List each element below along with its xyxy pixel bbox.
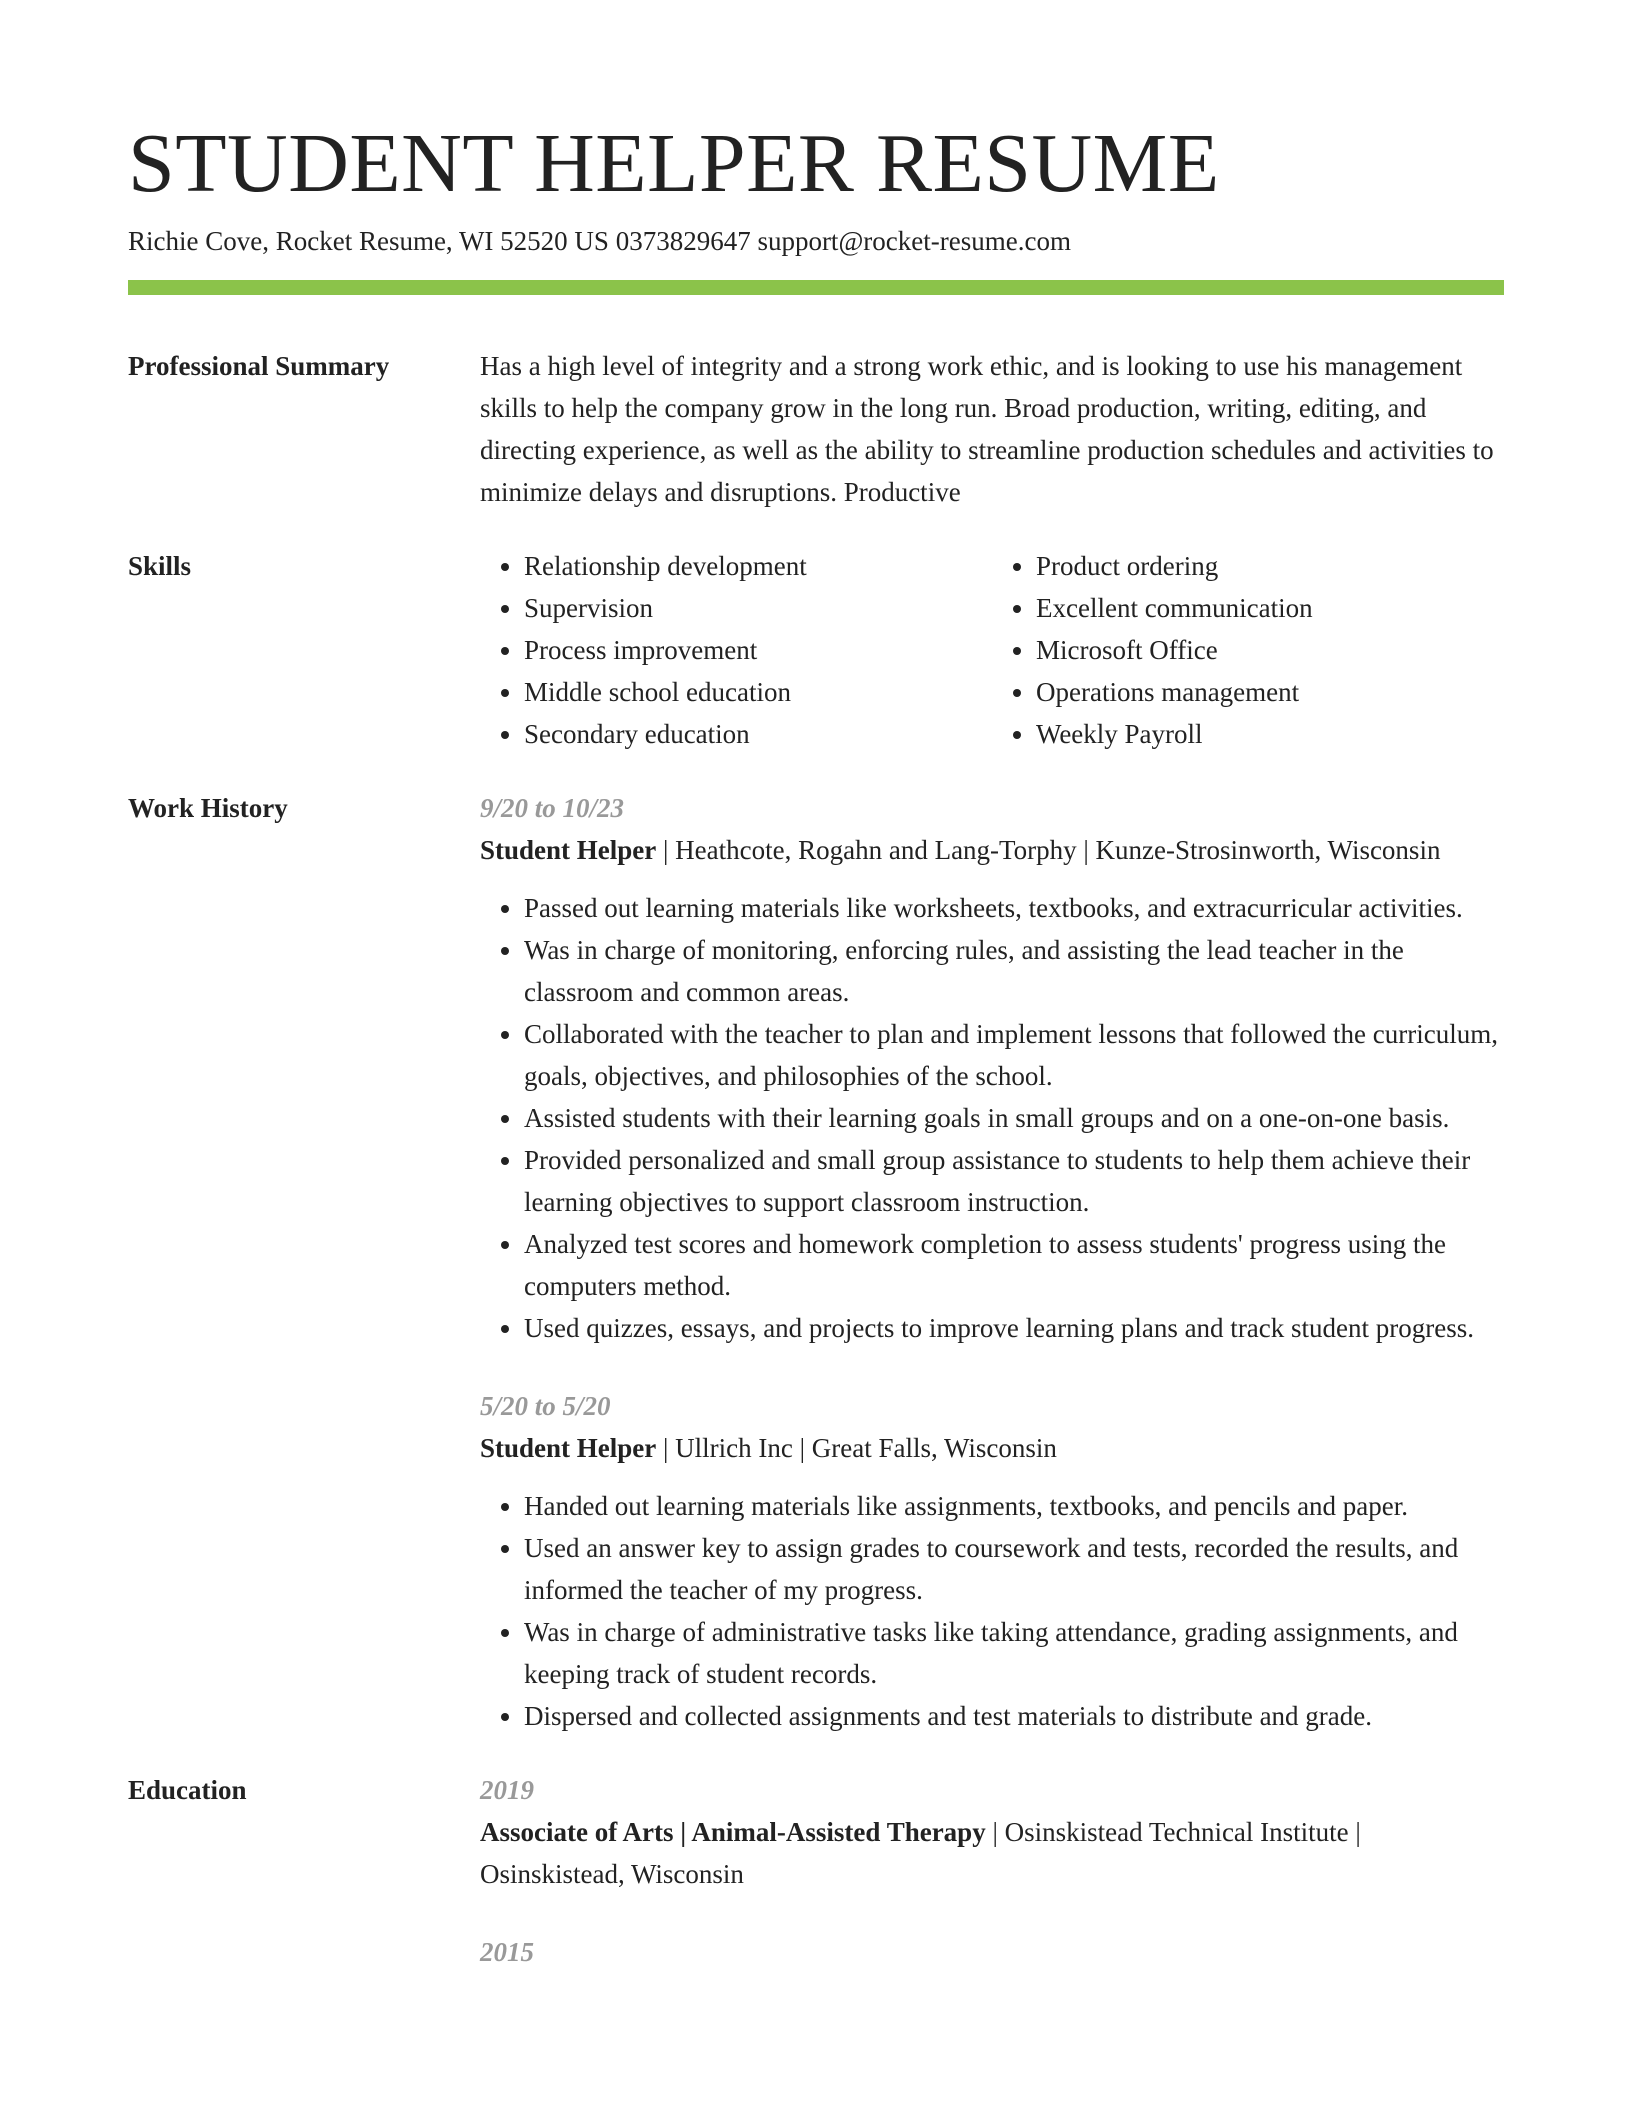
skill-item: • Relationship development [524,545,992,587]
job-bullet: • Dispersed and collected assignments and test materials to distribute and grade. [524,1695,1504,1737]
education-heading [480,1811,1504,1895]
job-bullet: • Was in charge of administrative tasks like taking attendance, grading assignments, and keeping track of student records. [524,1611,1504,1695]
education-degree: Associate of Arts | Animal-Assisted Therapy [480,1817,986,1848]
skill-item: • Operations management [1036,671,1504,713]
section-heading-summary: Professional Summary [128,351,390,382]
skill-item: • Middle school education [524,671,992,713]
job-bullets [480,887,1504,1349]
contact-line: Richie Cove, Rocket Resume, WI 52520 US 0373829647 support@rocket-resume.com [128,226,1071,257]
summary-text: Has a high level of integrity and a strong work ethic, and is looking to use his management skills to help the company grow in the long run. Broad production, writing, editing, and directing experience, as well as the ability to streamline production schedules and activities to minimize delays and disruptions. Productive [480,351,1494,508]
job-title: Student Helper [480,1433,657,1464]
job-bullet: • Assisted students with their learning goals in small groups and on a one-on-one basis. [524,1097,1504,1139]
job-bullet: • Used an answer key to assign grades to coursework and tests, recorded the results, and informed the teacher of my progress. [524,1527,1504,1611]
education-year-next: 2015 [480,1937,534,1968]
job-details: | Ullrich Inc | Great Falls, Wisconsin [656,1433,1057,1464]
job-heading [480,829,1504,871]
summary-section [128,345,1504,513]
job-bullets [480,1485,1504,1737]
job-bullet: • Was in charge of monitoring, enforcing rules, and assisting the lead teacher in the classroom and common areas. [524,929,1504,1013]
job-dates: 9/20 to 10/23 [480,793,625,824]
job-title: Student Helper [480,835,657,866]
skills-list-right [992,545,1504,755]
skill-item: • Process improvement [524,629,992,671]
skill-item: • Microsoft Office [1036,629,1504,671]
skill-item: • Secondary education [524,713,992,755]
job-bullet: • Provided personalized and small group assistance to students to help them achieve their learning objectives to support classroom instruction. [524,1139,1504,1223]
skills-list-left [480,545,992,755]
job-heading [480,1427,1504,1469]
job-bullet: • Handed out learning materials like assignments, textbooks, and pencils and paper. [524,1485,1504,1527]
education-section [128,1769,1504,1973]
education-details: | Osinskistead Technical Institute | Osinskistead, Wisconsin [480,1817,1361,1890]
job-bullet: • Used quizzes, essays, and projects to improve learning plans and track student progress. [524,1307,1504,1349]
section-heading-work: Work History [128,793,288,824]
resume-title: STUDENT HELPER RESUME [128,117,1220,210]
section-heading-skills: Skills [128,551,192,582]
skill-item: • Weekly Payroll [1036,713,1504,755]
job-bullet: • Analyzed test scores and homework completion to assess students' progress using the computers method. [524,1223,1504,1307]
skills-section [128,545,1504,755]
job-dates: 5/20 to 5/20 [480,1391,611,1422]
accent-divider [128,280,1504,295]
job-entry [480,787,1504,1349]
skill-item: • Product ordering [1036,545,1504,587]
skills-columns [480,545,1504,755]
education-year: 2019 [480,1775,534,1806]
skill-item: • Excellent communication [1036,587,1504,629]
job-bullet: • Passed out learning materials like worksheets, textbooks, and extracurricular activities. [524,887,1504,929]
job-entry [480,1385,1504,1737]
section-heading-education: Education [128,1775,247,1806]
job-details: | Heathcote, Rogahn and Lang-Torphy | Kunze-Strosinworth, Wisconsin [656,835,1441,866]
work-history-content [480,787,1504,1737]
job-bullet: • Collaborated with the teacher to plan and implement lessons that followed the curriculum, goals, objectives, and philosophies of the school. [524,1013,1504,1097]
skill-item: • Supervision [524,587,992,629]
education-content [480,1769,1504,1973]
resume-page [128,118,1504,1973]
work-history-section [128,787,1504,1737]
